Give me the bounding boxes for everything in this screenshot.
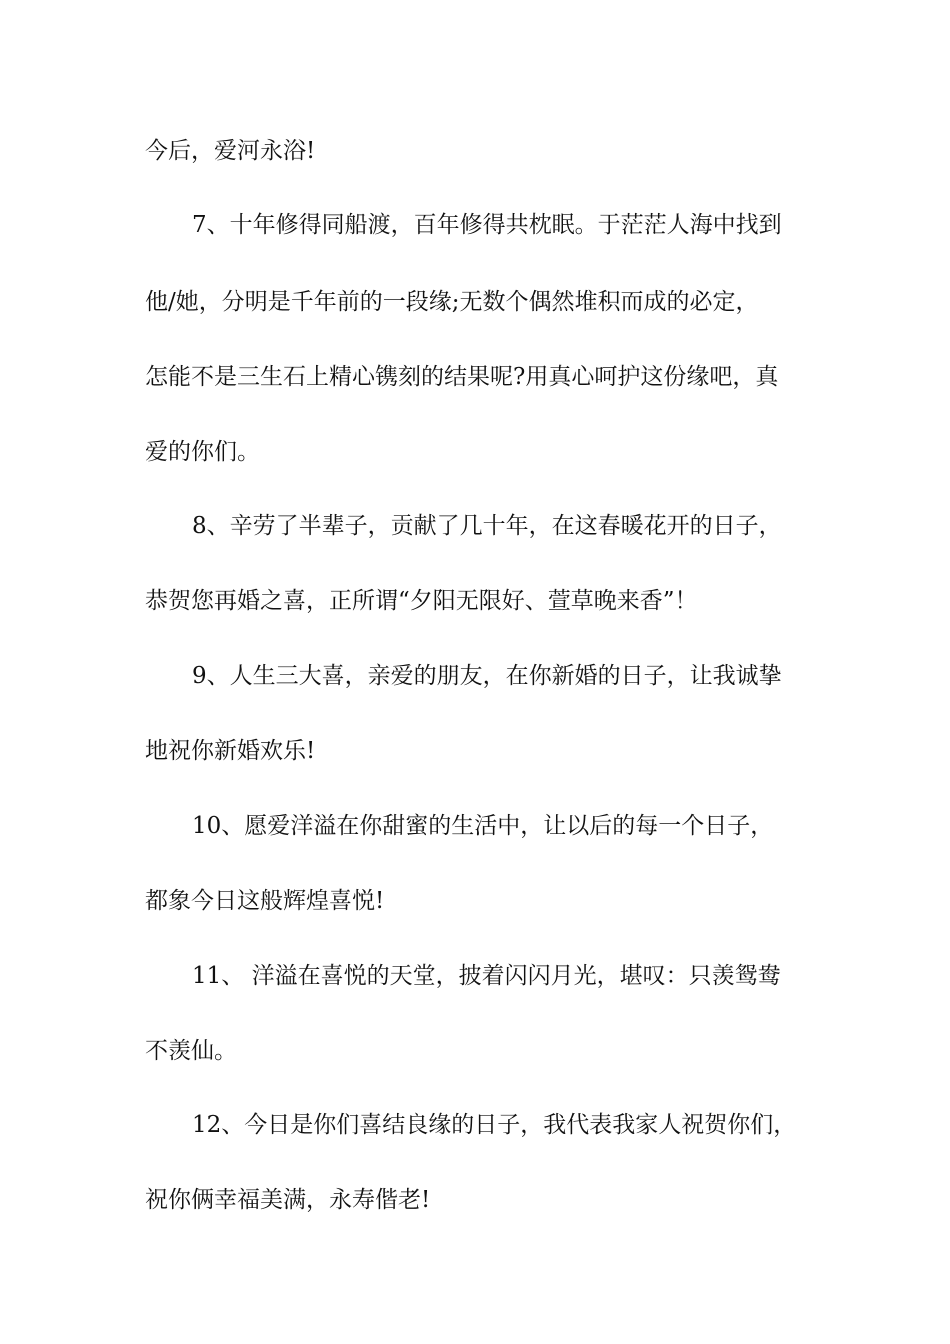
text-line: 都象今日这般辉煌喜悦! bbox=[145, 888, 385, 914]
text-line: 他/她，分明是千年前的一段缘;无数个偶然堆积而成的必定， bbox=[145, 289, 759, 315]
text-line: 7、十年修得同船渡，百年修得共枕眠。于茫茫人海中找到 bbox=[192, 212, 782, 238]
text-line: 10、愿爱洋溢在你甜蜜的生活中，让以后的每一个日子， bbox=[192, 813, 774, 839]
text-line: 爱的你们。 bbox=[145, 439, 260, 465]
text-line: 9、人生三大喜，亲爱的朋友，在你新婚的日子，让我诚挚 bbox=[192, 663, 782, 689]
text-line: 不羡仙。 bbox=[145, 1038, 237, 1064]
text-line: 恭贺您再婚之喜，正所谓“夕阳无限好、萱草晚来香”！ bbox=[145, 588, 698, 614]
text-line: 12、今日是你们喜结良缘的日子，我代表我家人祝贺你们， bbox=[192, 1112, 797, 1138]
text-line: 今后，爱河永浴! bbox=[145, 138, 316, 164]
text-line: 祝你俩幸福美满，永寿偕老! bbox=[145, 1187, 431, 1213]
text-line: 8、辛劳了半辈子，贡献了几十年，在这春暖花开的日子， bbox=[192, 513, 782, 539]
text-line: 怎能不是三生石上精心镌刻的结果呢?用真心呵护这份缘吧，真 bbox=[145, 364, 779, 390]
text-line: 地祝你新婚欢乐! bbox=[145, 738, 316, 764]
text-line: 11、 洋溢在喜悦的天堂，披着闪闪月光，堪叹：只羡鸳鸯 bbox=[192, 963, 781, 989]
